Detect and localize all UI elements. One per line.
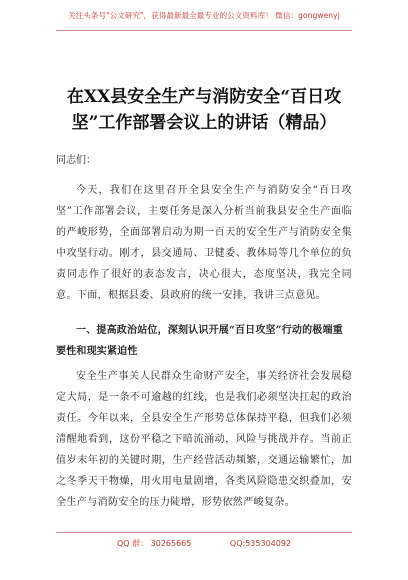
paragraph-intro	[56, 180, 352, 306]
qq-group-text: QQ 群： 30265665	[116, 539, 192, 548]
promo-banner: 关注头条号"公文研究"，获得最新最全最专业的公文资料库！ 微信：gongwenyj	[68, 11, 340, 20]
paragraph-text: 安全生产事关人民群众生命财产安全，事关经济社会发展稳定大局，是一条不可逾越的红线，也是我们必须坚决扛起的政治责任。今年以来，全县安全生产形势总体保持平稳，但我们必须清醒地看到，这份平稳之下暗流涌动，风险与挑战并存。当前正值岁末年初的关键时期，生产经营活动频繁，交通运输繁忙，加之冬季天干物燥，用火用电量剧增，各类风险隐患交织叠加，安全生产与消防安全的压力陡增，形势依然严峻复杂。	[56, 371, 352, 508]
paragraph-section-1	[56, 366, 352, 513]
section-heading: 一、提高政治站位，深刻认识开展“百日攻坚”行动的极端重要性和现实紧迫性	[56, 325, 343, 357]
header-divider	[56, 30, 352, 31]
paragraph-text: 今天，我们在这里召开全县安全生产与消防安全“百日攻坚”工作部署会议，主要任务是深入分析当前我县安全生产面临的严峻形势，全面部署启动为期一百天的安全生产与消防安全集中攻坚行动。刚才，县交通局、卫健委、教体局等几个单位的负责同志作了很好的表态发言，决心很大，态度坚决，我完全同意。下面，根据县委、县政府的统一安排，我讲三点意见。	[56, 185, 352, 301]
footer	[0, 538, 408, 549]
salutation: 同志们：	[56, 155, 96, 166]
footer-divider	[56, 532, 352, 533]
document-title: 在XX县安全生产与消防安全“百日攻坚”工作部署会议上的讲话（精品）	[66, 87, 342, 133]
qq-contact-text: QQ:535304092	[229, 539, 292, 548]
